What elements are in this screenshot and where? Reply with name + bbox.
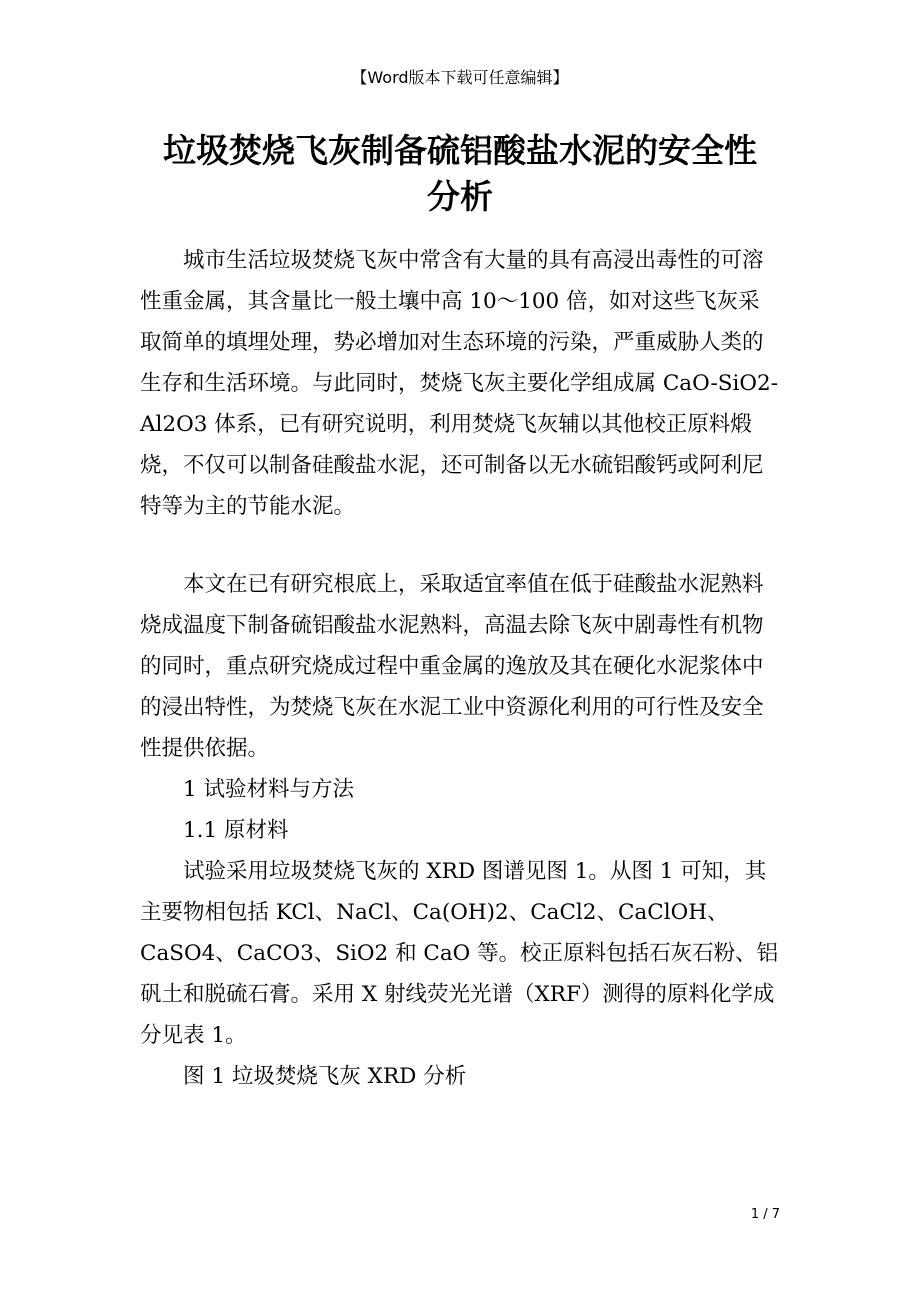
paragraph-materials: 试验采用垃圾焚烧飞灰的 XRD 图谱见图 1。从图 1 可知，其主要物相包括 KCl、NaCl、Ca(OH)2、CaCl2、CaClOH、CaSO4、CaCO3、SiO2 和 CaO 等。校正原料包括石灰石粉、铝矾土和脱硫石膏。采用 X 射线荧光光谱（XRF）测得的原料化学成分见表 1。 <box>140 859 779 1048</box>
paragraph-intro: 城市生活垃圾焚烧飞灰中常含有大量的具有高浸出毒性的可溶性重金属，其含量比一般土壤中高 10～100 倍，如对这些飞灰采取简单的填埋处理，势必增加对生态环境的污染，严重威胁人类的生存和生活环境。与此同时，焚烧飞灰主要化学组成属 CaO-SiO2-Al2O3 体系，已有研究说明，利用焚烧飞灰辅以其他校正原料煅烧，不仅可以制备硅酸盐水泥，还可制备以无水硫铝酸钙或阿利尼特等为主的节能水泥。 <box>140 248 778 519</box>
page-header: 【Word版本下载可任意编辑】 <box>351 68 569 87</box>
page-number: 1 / 7 <box>750 1207 780 1222</box>
document-body <box>140 240 780 1097</box>
paragraph-research: 本文在已有研究根底上，采取适宜率值在低于硅酸盐水泥熟料烧成温度下制备硫铝酸盐水泥熟料，高温去除飞灰中剧毒性有机物的同时，重点研究烧成过程中重金属的逸放及其在硬化水泥浆体中的浸出特性，为焚烧飞灰在水泥工业中资源化利用的可行性及安全性提供依据。 <box>140 572 764 761</box>
section-heading-1: 1 试验材料与方法 <box>183 777 355 802</box>
title-line-1: 垃圾焚烧飞灰制备硫铝酸盐水泥的安全性 <box>163 131 757 170</box>
document-title <box>140 128 780 220</box>
title-line-2: 分析 <box>427 177 493 216</box>
section-heading-1-1: 1.1 原材料 <box>183 818 289 843</box>
figure-caption: 图 1 垃圾焚烧飞灰 XRD 分析 <box>183 1064 467 1089</box>
